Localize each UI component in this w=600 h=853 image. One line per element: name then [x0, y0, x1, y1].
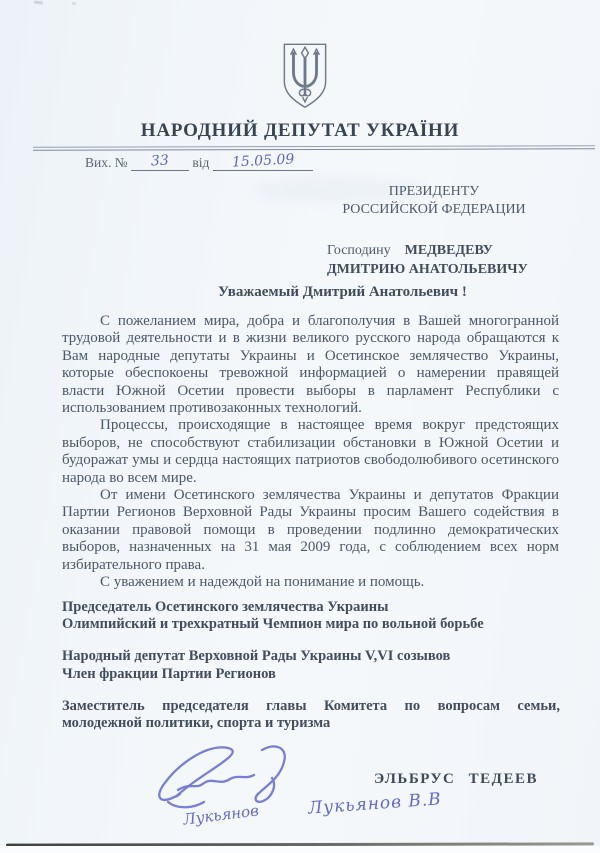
- body-paragraph: Процессы, происходящие в настоящее время вокруг предстоящих выборов, не способствуют стабилизации обстановки в Южной Осетии и будоражат умы и сердца настоящих патриотов свободолюбивого осетинского народа во всем мире.: [62, 417, 559, 486]
- letterhead-title: НАРОДНИЙ ДЕПУТАТ УКРАЇНИ: [140, 120, 460, 141]
- scanner-background: [0, 846, 600, 853]
- body-paragraph: От имени Осетинского землячества Украины и депутатов Фракции Партии Регионов Верховной Рады Украины просим Вашего содействия в оказании правовой помощи в проведении подлинно демократических выборов, назначенных на 31 мая 2009 года, с соблюдением всех норм избирательного права.: [62, 487, 559, 573]
- ref-date-field: [213, 151, 313, 171]
- handwritten-annotation-left: Лукьянов: [182, 801, 260, 829]
- scan-speck: [34, 0, 43, 4]
- addressee-honorific: Господину: [327, 243, 391, 258]
- addressee-surname: МЕДВЕДЕВУ: [404, 243, 493, 258]
- signatory-title-line: Народный депутат Верховной Рады Украины V,VI созывов: [62, 648, 451, 665]
- letterhead-rule: [33, 145, 595, 150]
- addressee-name-patronymic: ДМИТРИЮ АНАТОЛЬЕВИЧУ: [327, 262, 528, 277]
- scan-speck: [72, 2, 76, 5]
- signatory-title-line: Член фракции Партии Регионов: [62, 665, 276, 682]
- handwritten-signature: [150, 732, 310, 816]
- addressee-block: [327, 183, 541, 279]
- greeting-line: Уважаемый Дмитрий Анатольевич !: [218, 284, 467, 300]
- letter-body: [62, 313, 559, 592]
- handwritten-annotation-right: Лукьянов В.В: [307, 789, 443, 819]
- signatory-titles: [62, 599, 560, 747]
- signatory-title-line: Олимпийский и трехкратный Чемпион мира по вольной борьбе: [62, 616, 484, 633]
- handwritten-ref-date: 15.05.09: [231, 151, 295, 171]
- ref-date-label: від: [192, 155, 210, 170]
- addressee-line2: РОССИЙСКОЙ ФЕДЕРАЦИИ: [342, 202, 526, 217]
- handwritten-ref-number: 33: [150, 152, 170, 170]
- ukraine-trident-icon: [281, 42, 329, 110]
- body-paragraph: С пожеланием мира, добра и благополучия в Вашей многогранной трудовой деятельности и в жизни великого русского народа обращаются к Вам народные депутаты Украины и Осетинское землячество Украины, которые обеспокоены тревожной информацией о намерении правящей власти Южной Осетии провести выборы в парламент Республики с использованием противозаконных технологий.: [62, 313, 559, 417]
- body-paragraph-closing: С уважением и надеждой на понимание и помощь.: [100, 574, 425, 591]
- reference-line: [85, 151, 313, 171]
- addressee-line1: ПРЕЗИДЕНТУ: [388, 184, 480, 199]
- ref-number-label: Вих. №: [85, 155, 128, 170]
- signatory-title-line: Заместитель председателя главы Комитета по вопросам семьи, молодежной политики, спорта и туризма: [62, 697, 560, 732]
- signatory-typed-name: ЭЛЬБРУС ТЕДЕЕВ: [374, 771, 538, 787]
- ref-number-field: [131, 154, 189, 171]
- signatory-title-line: Председатель Осетинского землячества Украины: [62, 599, 389, 615]
